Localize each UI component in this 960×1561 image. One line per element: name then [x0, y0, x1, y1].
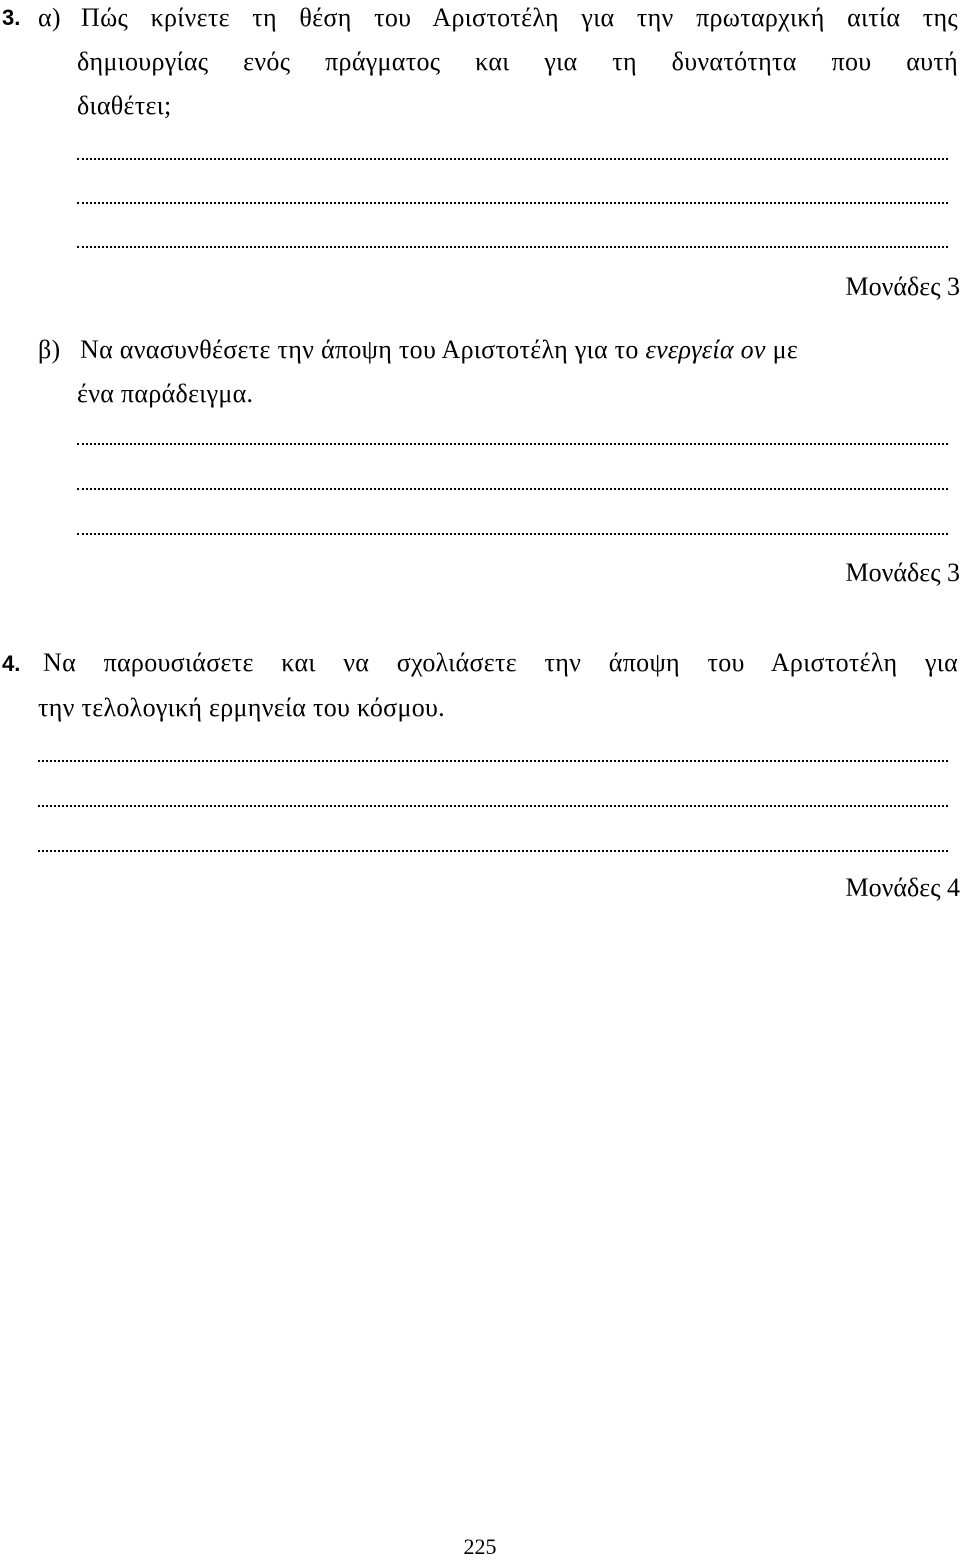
answer-line — [77, 443, 948, 445]
question-3b-text-post: με — [772, 335, 799, 364]
answer-line — [77, 533, 948, 535]
page-number: 225 — [463, 1534, 497, 1559]
question-3b-text-line-1 — [80, 334, 798, 366]
question-3b-term: ενεργεία ον — [645, 335, 766, 364]
answer-line — [77, 202, 948, 204]
answer-line — [38, 850, 948, 852]
answer-line — [77, 488, 948, 490]
question-3b-text-pre: Να ανασυνθέσετε την άποψη του Αριστοτέλη για το — [80, 335, 639, 364]
question-4-text-line-1: Να παρουσιάσετε και να σχολιάσετε την άποψη του Αριστοτέλη για — [43, 648, 958, 677]
answer-line — [38, 760, 948, 762]
question-3a-text-line-2: δημιουργίας ενός πράγματος και για τη δυνατότητα που αυτή — [77, 47, 958, 76]
question-3b-marks: Μονάδες 3 — [845, 558, 960, 587]
answer-line — [77, 246, 948, 248]
question-3a-label: α) — [38, 3, 61, 32]
answer-line — [38, 805, 948, 807]
question-3a-marks: Μονάδες 3 — [845, 272, 960, 301]
question-4-text-line-2: την τελολογική ερμηνεία του κόσμου. — [38, 693, 445, 722]
question-4-marks: Μονάδες 4 — [845, 873, 960, 902]
answer-line — [77, 158, 948, 160]
question-4-number: 4. — [2, 651, 21, 676]
question-3a-text-line-1: Πώς κρίνετε τη θέση του Αριστοτέλη για την πρωταρχική αιτία της — [81, 3, 958, 32]
question-3a-text-line-3: διαθέτει; — [77, 91, 172, 120]
question-3b-label: β) — [38, 335, 61, 364]
question-3b-text-line-2: ένα παράδειγμα. — [77, 379, 254, 408]
question-3-number: 3. — [2, 5, 21, 30]
